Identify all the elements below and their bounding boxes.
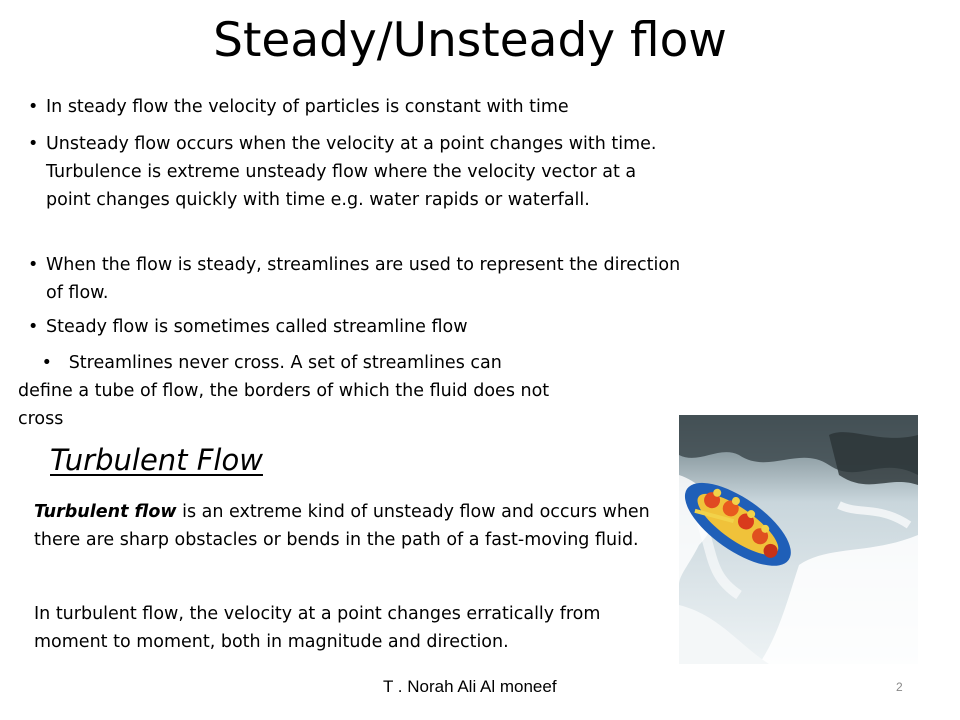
rapids-illustration	[679, 415, 918, 664]
turbulent-flow-heading: Turbulent Flow	[50, 443, 263, 477]
bullet-text: Streamlines never cross. A set of streamlines can define a tube of flow, the borders of which the fluid does not cross	[18, 353, 550, 429]
bullet-dot: •	[28, 97, 39, 117]
rafting-photo	[679, 415, 918, 664]
footer-author: T . Norah Ali Al moneef	[383, 677, 557, 696]
bullet-dot: •	[28, 134, 39, 154]
bullet-dot: •	[28, 255, 39, 275]
turbulent-flow-term: Turbulent flow	[34, 502, 177, 522]
bullet-text: Unsteady flow occurs when the velocity at a point changes with time. Turbulence is extreme unsteady flow where the velocity vector at a point changes quickly with time e.g. water rapids or waterfall.	[46, 134, 657, 210]
bullet-item-streamlines	[18, 349, 558, 433]
turbulent-flow-definition	[34, 498, 654, 554]
bullet-text: In steady flow the velocity of particles is constant with time	[46, 97, 569, 117]
bullet-text: When the flow is steady, streamlines are used to represent the direction of flow.	[46, 255, 681, 303]
bullet-dot: •	[28, 317, 39, 337]
page-number: 2	[896, 680, 903, 694]
bullet-text: Steady flow is sometimes called streamline flow	[46, 317, 468, 337]
slide-title: Steady/Unsteady flow	[213, 13, 727, 68]
definition-text: is an extreme kind of unsteady flow and occurs when there are sharp obstacles or bends in the path of a fast-moving fluid.	[34, 502, 650, 550]
bullet-dot: •	[41, 353, 52, 373]
turbulent-flow-description: In turbulent flow, the velocity at a point changes erratically from moment to moment, both in magnitude and direction.	[34, 604, 601, 652]
